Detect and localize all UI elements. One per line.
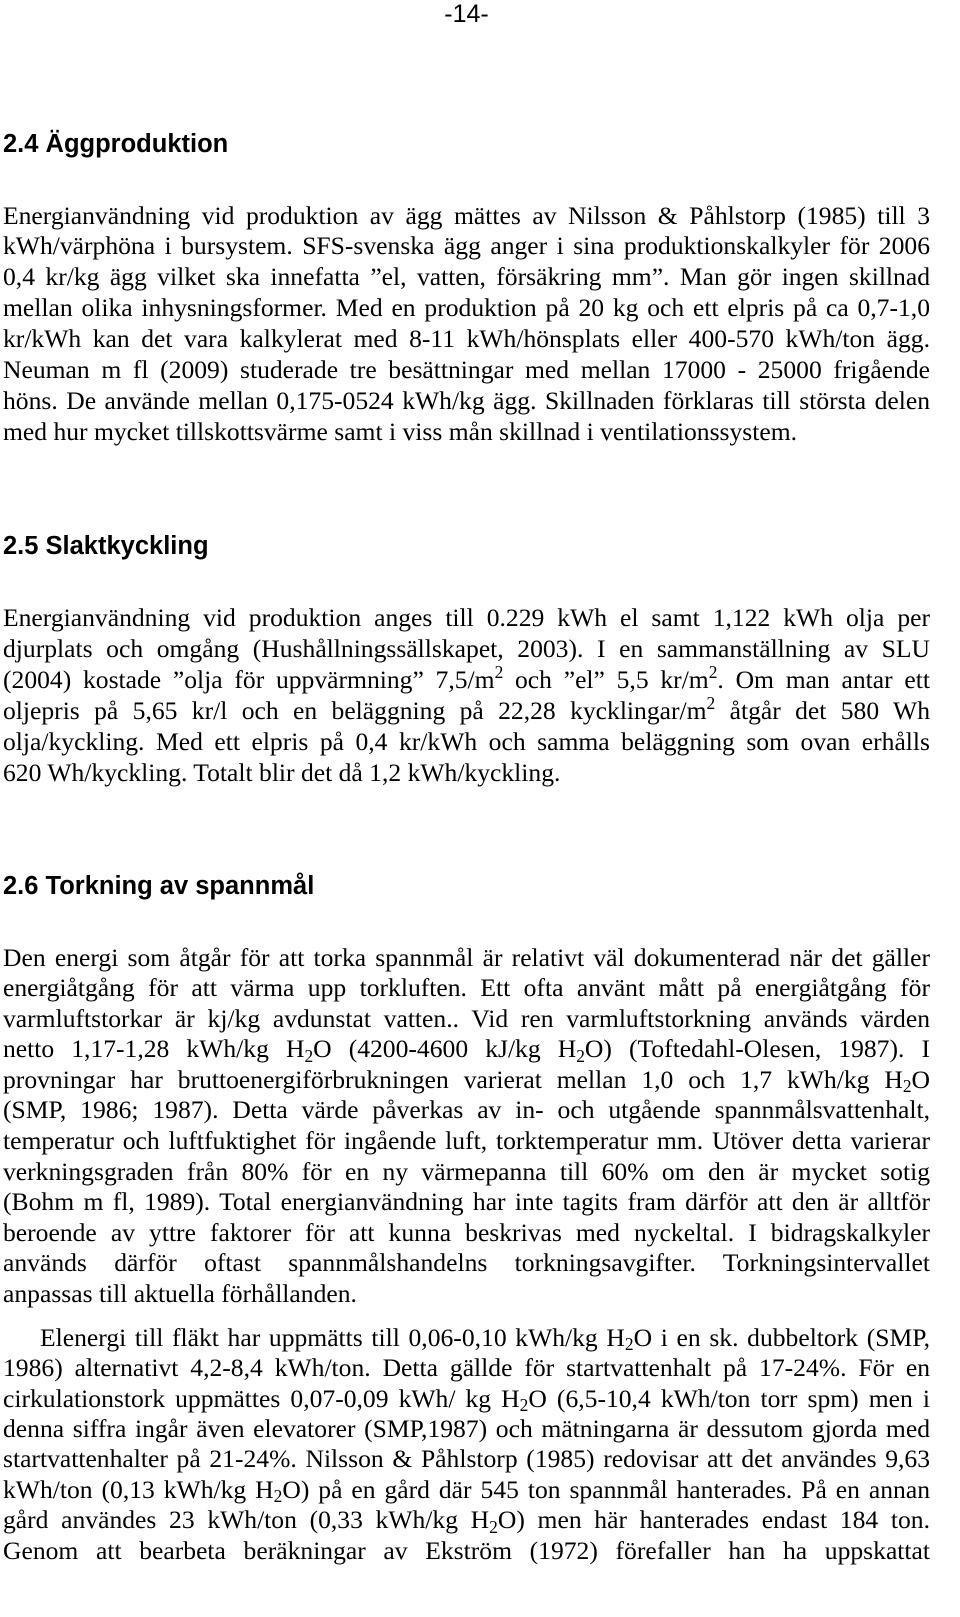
text-line [3,1157,930,1188]
text-run: mellan olika inhysningsformer. Med en produktion på 20 kg och ett elpris på ca 0,7-1,0 [3,293,930,323]
body-paragraph [3,1323,930,1566]
text-line [3,1095,930,1126]
text-line [3,417,930,448]
text-run: används därför oftast spannmålshandelns torkningsavgifter. Torkningsintervallet [3,1248,930,1278]
text-line [3,1187,930,1218]
section-heading: 2.6 Torkning av spannmål [3,872,315,900]
text-run: O (6,5-10,4 kWh/ton torr spm) men i [528,1383,930,1413]
text-line [3,386,930,417]
text-run: oljepris på 5,65 kr/l och en beläggning på 22,28 kycklingar/m [3,695,707,725]
text-run: cirkulationstork uppmättes 0,07-0,09 kWh/ kg H [3,1383,520,1413]
text-run: gård användes 23 kWh/ton (0,33 kWh/kg H [3,1505,490,1535]
subscript: 2 [902,1076,912,1097]
text-line [3,1323,930,1353]
text-run: O i en sk. dubbeltork (SMP, [633,1322,931,1352]
text-run: startvattenhalter på 21-24%. Nilsson & Påhlstorp (1985) redovisar att det användes 9,63 [3,1444,930,1474]
text-run: O) på en gård där 545 ton spannmål hanterades. På en annan [282,1474,930,1504]
body-paragraph [3,943,930,1310]
text-run: denna siffra ingår även elevatorer (SMP,1987) och mätningarna är dessutom gjorda med [3,1414,930,1444]
text-line [3,1218,930,1249]
text-line [3,324,930,355]
text-line [3,1384,930,1414]
text-line [3,1065,930,1096]
text-run: och ”el” 5,5 kr/m [503,664,709,694]
superscript: 2 [706,693,716,714]
text-run: beroende av yttre faktorer för att kunna beskrivas med nyckeltal. I bidragskalkyler [3,1217,930,1247]
text-run: 620 Wh/kyckling. Totalt blir det då 1,2 kWh/kyckling. [3,757,561,787]
text-line [3,1279,930,1310]
text-line [3,293,930,324]
text-line [3,1353,930,1383]
text-run: Energianvändning vid produktion anges till 0.229 kWh el samt 1,122 kWh olja per [3,602,930,632]
text-line [3,231,930,262]
text-run: (2004) kostade ”olja för uppvärmning” 7,5/m [3,664,495,694]
text-line [3,726,930,757]
subscript: 2 [519,1395,529,1416]
text-run: anpassas till aktuella förhållanden. [3,1278,357,1308]
text-run: kWh/ton (0,13 kWh/kg H [3,1474,274,1504]
text-run: Energianvändning vid produktion av ägg mättes av Nilsson & Påhlstorp (1985) till 3 [3,200,930,230]
text-line [3,943,930,974]
text-run: kWh/värphöna i bursystem. SFS-svenska ägg anger i sina produktionskalkyler för 2006 [3,231,930,261]
subscript: 2 [273,1486,283,1507]
text-run: energiåtgång för att värma upp torkluften. Ett ofta använt mått på energiåtgång för [3,973,930,1003]
text-line [3,201,930,232]
section-heading: 2.5 Slaktkyckling [3,532,209,560]
text-line [3,1034,930,1065]
text-run: Den energi som åtgår för att torka spannmål är relativt väl dokumenterad när det gäller [3,942,930,972]
superscript: 2 [494,662,504,683]
text-run: kr/kWh kan det vara kalkylerat med 8-11 kWh/hönsplats eller 400-570 kWh/ton ägg. [3,324,930,354]
text-run: O) (Toftedahl-Olesen, 1987). I [584,1034,930,1064]
body-paragraph [3,201,930,448]
text-run: O (4200-4600 kJ/kg H [313,1034,577,1064]
text-line [3,1414,930,1444]
text-run: netto 1,17-1,28 kWh/kg H [3,1034,305,1064]
subscript: 2 [489,1516,498,1537]
text-line [3,973,930,1004]
text-line [3,757,930,788]
text-run: (SMP, 1986; 1987). Detta värde påverkas av in- och utgående spannmålsvattenhalt, [3,1095,930,1125]
body-paragraph [3,602,930,788]
text-line [3,1536,930,1566]
text-line [3,633,930,664]
text-run: 1986) alternativt 4,2-8,4 kWh/ton. Detta gällde för startvattenhalt på 17-24%. För en [3,1353,930,1383]
subscript: 2 [624,1334,634,1355]
text-line [3,1444,930,1474]
text-line [3,1475,930,1505]
text-run: provningar har bruttoenergiförbrukningen varierat mellan 1,0 och 1,7 kWh/kg H [3,1064,903,1094]
text-line [3,262,930,293]
text-run: Neuman m fl (2009) studerade tre besättningar med mellan 17000 - 25000 frigående [3,354,930,384]
text-line [3,1126,930,1157]
text-run: varmluftstorkar är kj/kg avdunstat vatten.. Vid ren varmluftstorkning används värden [3,1003,930,1033]
text-run: Elenergi till fläkt har uppmätts till 0,06-0,10 kWh/kg H [40,1322,625,1352]
text-line [3,664,930,695]
text-run: verkningsgraden från 80% för en ny värmepanna till 60% om den är mycket sotig [3,1156,930,1186]
text-run: olja/kyckling. Med ett elpris på 0,4 kr/kWh och samma beläggning som ovan erhålls [3,726,930,756]
text-run: . Om man antar ett [717,664,930,694]
text-run: (Bohm m fl, 1989). Total energianvändning har inte tagits fram därför att den är alltför [3,1187,930,1217]
text-run: med hur mycket tillskottsvärme samt i viss mån skillnad i ventilationssystem. [3,416,798,446]
text-run: Genom att bearbeta beräkningar av Ekström (1972) förefaller han ha uppskattat [3,1535,930,1565]
text-run: djurplats och omgång (Hushållningssällskapet, 2003). I en sammanställning av SLU [3,633,930,663]
text-run: höns. De använde mellan 0,175-0524 kWh/kg ägg. Skillnaden förklaras till största delen [3,385,930,415]
superscript: 2 [708,662,718,683]
text-run: 0,4 kr/kg ägg vilket ska innefatta ”el, vatten, försäkring mm”. Man gör ingen skillnad [3,262,930,292]
text-line [3,1505,930,1535]
text-run: O [911,1064,930,1094]
text-line [3,1004,930,1035]
text-line [3,695,930,726]
subscript: 2 [304,1045,314,1066]
text-line [3,602,930,633]
section-heading: 2.4 Äggproduktion [3,130,229,158]
text-run: åtgår det 580 Wh [715,695,930,725]
text-run: O) men här hanterades endast 184 ton. [497,1505,930,1535]
text-run: temperatur och luftfuktighet för ingående luft, torktemperatur mm. Utöver detta varierar [3,1125,930,1155]
subscript: 2 [576,1045,585,1066]
page-number: -14- [444,0,489,28]
text-line [3,1248,930,1279]
text-line [3,355,930,386]
